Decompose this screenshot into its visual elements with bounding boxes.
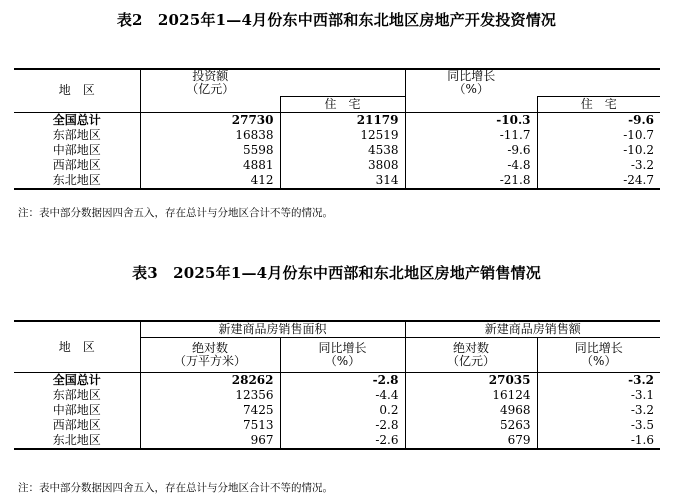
table-row	[14, 143, 660, 158]
table-row	[14, 388, 660, 403]
area-cell: 7513	[140, 418, 280, 433]
investment-cell: 16838	[140, 128, 280, 143]
region-cell: 东部地区	[52, 127, 101, 142]
table3-header-area-growth	[280, 338, 405, 373]
investment-cell: 5598	[140, 143, 280, 158]
table2-header-residential: 住 宅	[280, 96, 405, 112]
table3-header-sales-growth-unit: （%）	[581, 354, 617, 368]
residential-cell: 21179	[280, 112, 405, 128]
table2-header-investment-unit: （亿元）	[186, 82, 235, 96]
table3-header-sales-group: 新建商品房销售额	[405, 321, 660, 338]
growth-cell: -9.6	[405, 143, 537, 158]
growth-residential-cell: -10.7	[537, 128, 660, 143]
region-cell: 中部地区	[52, 403, 101, 417]
sales-growth-cell: -1.6	[537, 433, 660, 449]
area-growth-cell: -2.6	[280, 433, 405, 449]
table-row	[14, 418, 660, 433]
table3-header-area-abs	[140, 338, 280, 373]
growth-residential-cell: -9.6	[537, 112, 660, 128]
sales-cell: 4968	[405, 403, 537, 418]
table3-header-area-group: 新建商品房销售面积	[140, 321, 405, 338]
table-row	[14, 112, 660, 128]
residential-cell: 3808	[280, 158, 405, 173]
investment-cell: 412	[140, 173, 280, 189]
residential-cell: 12519	[280, 128, 405, 143]
table3-header-sales-unit: （亿元）	[446, 354, 495, 368]
table2-header-growth-unit: （%）	[453, 82, 489, 96]
table3-header-sales-growth	[537, 338, 660, 373]
region-cell: 西部地区	[52, 418, 101, 432]
table2-title: 表2 2025年1—4月份东中西部和东北地区房地产开发投资情况	[116, 11, 557, 29]
growth-residential-cell: -24.7	[537, 173, 660, 189]
table2-header-investment	[140, 69, 280, 96]
table3-header-sales-abs	[405, 338, 537, 373]
residential-cell: 4538	[280, 143, 405, 158]
sales-growth-cell: -3.1	[537, 388, 660, 403]
residential-cell: 314	[280, 173, 405, 189]
area-cell: 7425	[140, 403, 280, 418]
table2-header-growth-residential: 住 宅	[537, 96, 660, 112]
sales-cell: 27035	[405, 373, 537, 389]
investment-cell: 4881	[140, 158, 280, 173]
table2-header-region: 地 区	[14, 69, 140, 112]
table-row	[14, 128, 660, 143]
table2-header-investment-label: 投资额	[192, 69, 229, 83]
table2-header-growth	[405, 69, 537, 96]
sales-growth-cell: -3.2	[537, 373, 660, 389]
sales-cell: 5263	[405, 418, 537, 433]
table-row	[14, 373, 660, 389]
table-row	[14, 158, 660, 173]
region-cell: 全国总计	[52, 112, 101, 127]
growth-cell: -4.8	[405, 158, 537, 173]
region-cell: 中部地区	[52, 142, 101, 157]
table2-header-growth-label: 同比增长	[447, 69, 496, 83]
table-row	[14, 403, 660, 418]
table3-header-region: 地 区	[14, 321, 140, 373]
table3-sales	[14, 320, 660, 450]
area-cell: 967	[140, 433, 280, 449]
area-growth-cell: -4.4	[280, 388, 405, 403]
table-row	[14, 433, 660, 449]
investment-cell: 27730	[140, 112, 280, 128]
growth-cell: -11.7	[405, 128, 537, 143]
growth-residential-cell: -10.2	[537, 143, 660, 158]
region-cell: 全国总计	[52, 373, 101, 387]
table3-note: 注：表中部分数据因四舍五入，存在总计与分地区合计不等的情况。	[18, 482, 333, 494]
table-row	[14, 173, 660, 189]
table3-header-area-unit: （万平方米）	[173, 354, 246, 368]
sales-cell: 16124	[405, 388, 537, 403]
table3-header-sales-growth-label: 同比增长	[574, 341, 623, 355]
growth-residential-cell: -3.2	[537, 158, 660, 173]
table2-investment	[14, 68, 660, 190]
sales-growth-cell: -3.2	[537, 403, 660, 418]
sales-growth-cell: -3.5	[537, 418, 660, 433]
area-cell: 28262	[140, 373, 280, 389]
table3-title: 表3 2025年1—4月份东中西部和东北地区房地产销售情况	[132, 264, 541, 282]
table2-note: 注：表中部分数据因四舍五入，存在总计与分地区合计不等的情况。	[18, 207, 333, 219]
table3-header-sales-abs-label: 绝对数	[452, 341, 489, 355]
region-cell: 东北地区	[14, 433, 140, 449]
table3-header-area-growth-unit: （%）	[324, 354, 361, 368]
growth-cell: -21.8	[405, 173, 537, 189]
area-growth-cell: -2.8	[280, 418, 405, 433]
table3-header-area-growth-label: 同比增长	[318, 341, 367, 355]
area-growth-cell: -2.8	[280, 373, 405, 389]
region-cell: 东北地区	[14, 173, 140, 189]
growth-cell: -10.3	[405, 112, 537, 128]
region-cell: 东部地区	[52, 388, 101, 402]
area-growth-cell: 0.2	[280, 403, 405, 418]
sales-cell: 679	[405, 433, 537, 449]
table3-header-area-abs-label: 绝对数	[191, 341, 228, 355]
area-cell: 12356	[140, 388, 280, 403]
region-cell: 西部地区	[52, 157, 101, 172]
